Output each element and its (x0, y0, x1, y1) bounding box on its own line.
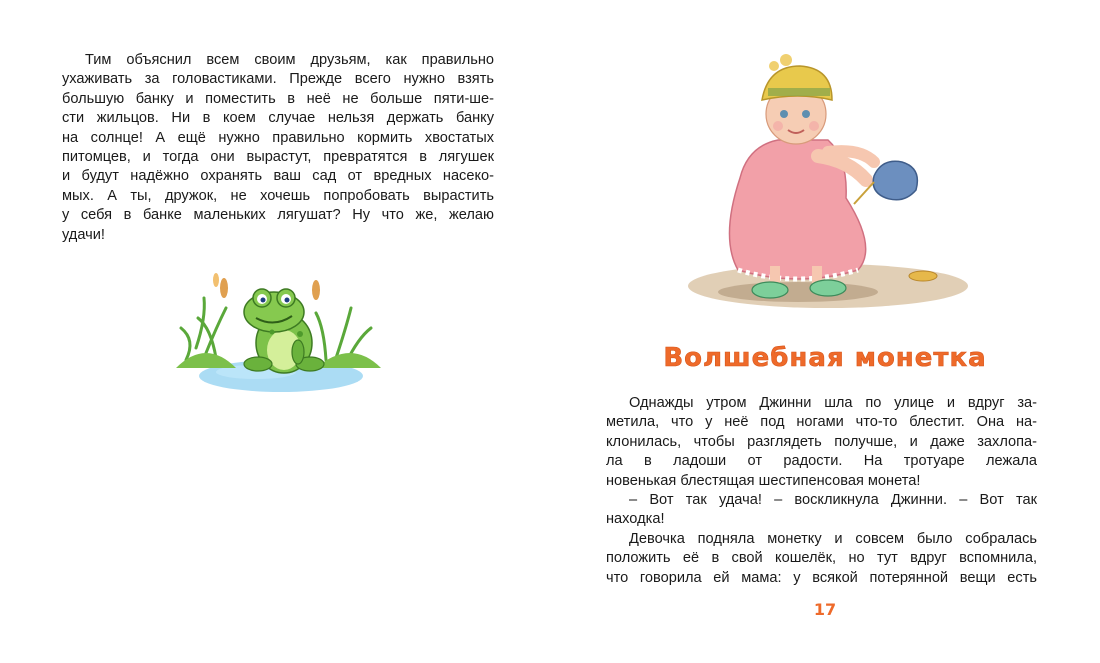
left-page-text (62, 51, 494, 245)
text-line: клонилась, чтобы разглядеть получше, и даже захлопа- (606, 433, 1037, 450)
girl-with-purse-illustration (678, 48, 988, 330)
text-line: что говорила ей мама: у всякой потерянной вещи есть (606, 569, 1037, 586)
text-line: Однажды утром Джинни шла по улице и вдруг за- (629, 395, 1037, 411)
text-line: метила, что у неё под ногами что-то блестит. Она на- (606, 414, 1037, 431)
right-page (550, 0, 1100, 663)
text-line: удачи! (62, 226, 105, 243)
frog-illustration (176, 268, 382, 398)
text-line: новенькая блестящая шестипенсовая монета! (606, 472, 921, 489)
story-title: Волшебная монетка (663, 343, 987, 373)
text-line: большую банку и поместить в неё не больше пяти-ше- (62, 90, 494, 107)
text-line: находка! (606, 511, 665, 528)
text-line: положить её в свой кошелёк, но тут вдруг вспомнила, (606, 550, 1037, 567)
text-line: на солнце! А ещё нужно правильно кормить хвостатых (62, 129, 494, 146)
text-line: ухаживать за головастиками. Прежде всего нужно взять (62, 71, 494, 88)
text-line: у себя в банке маленьких лягушат? Ну что же, желаю (62, 207, 494, 224)
text-line: и будут надёжно охранять ваш сад от вредных насеко- (62, 168, 494, 185)
text-line: Тим объяснил всем своим друзьям, как правильно (85, 52, 494, 68)
page-number: 17 (813, 600, 837, 619)
text-line: Девочка подняла монетку и совсем было собралась (629, 530, 1037, 547)
text-line: – Вот так удача! – воскликнула Джинни. – Вот так (629, 492, 1037, 509)
text-line: мых. А ты, дружок, не хочешь попробовать вырастить (62, 187, 494, 204)
right-page-text (606, 394, 1037, 588)
text-line: ла в ладоши от радости. На тротуаре лежала (606, 453, 1037, 470)
text-line: питомцев, и тогда они вырастут, превратятся в лягушек (62, 149, 494, 166)
text-line: сти жильцов. Ни в коем случае нельзя держать банку (62, 110, 494, 127)
